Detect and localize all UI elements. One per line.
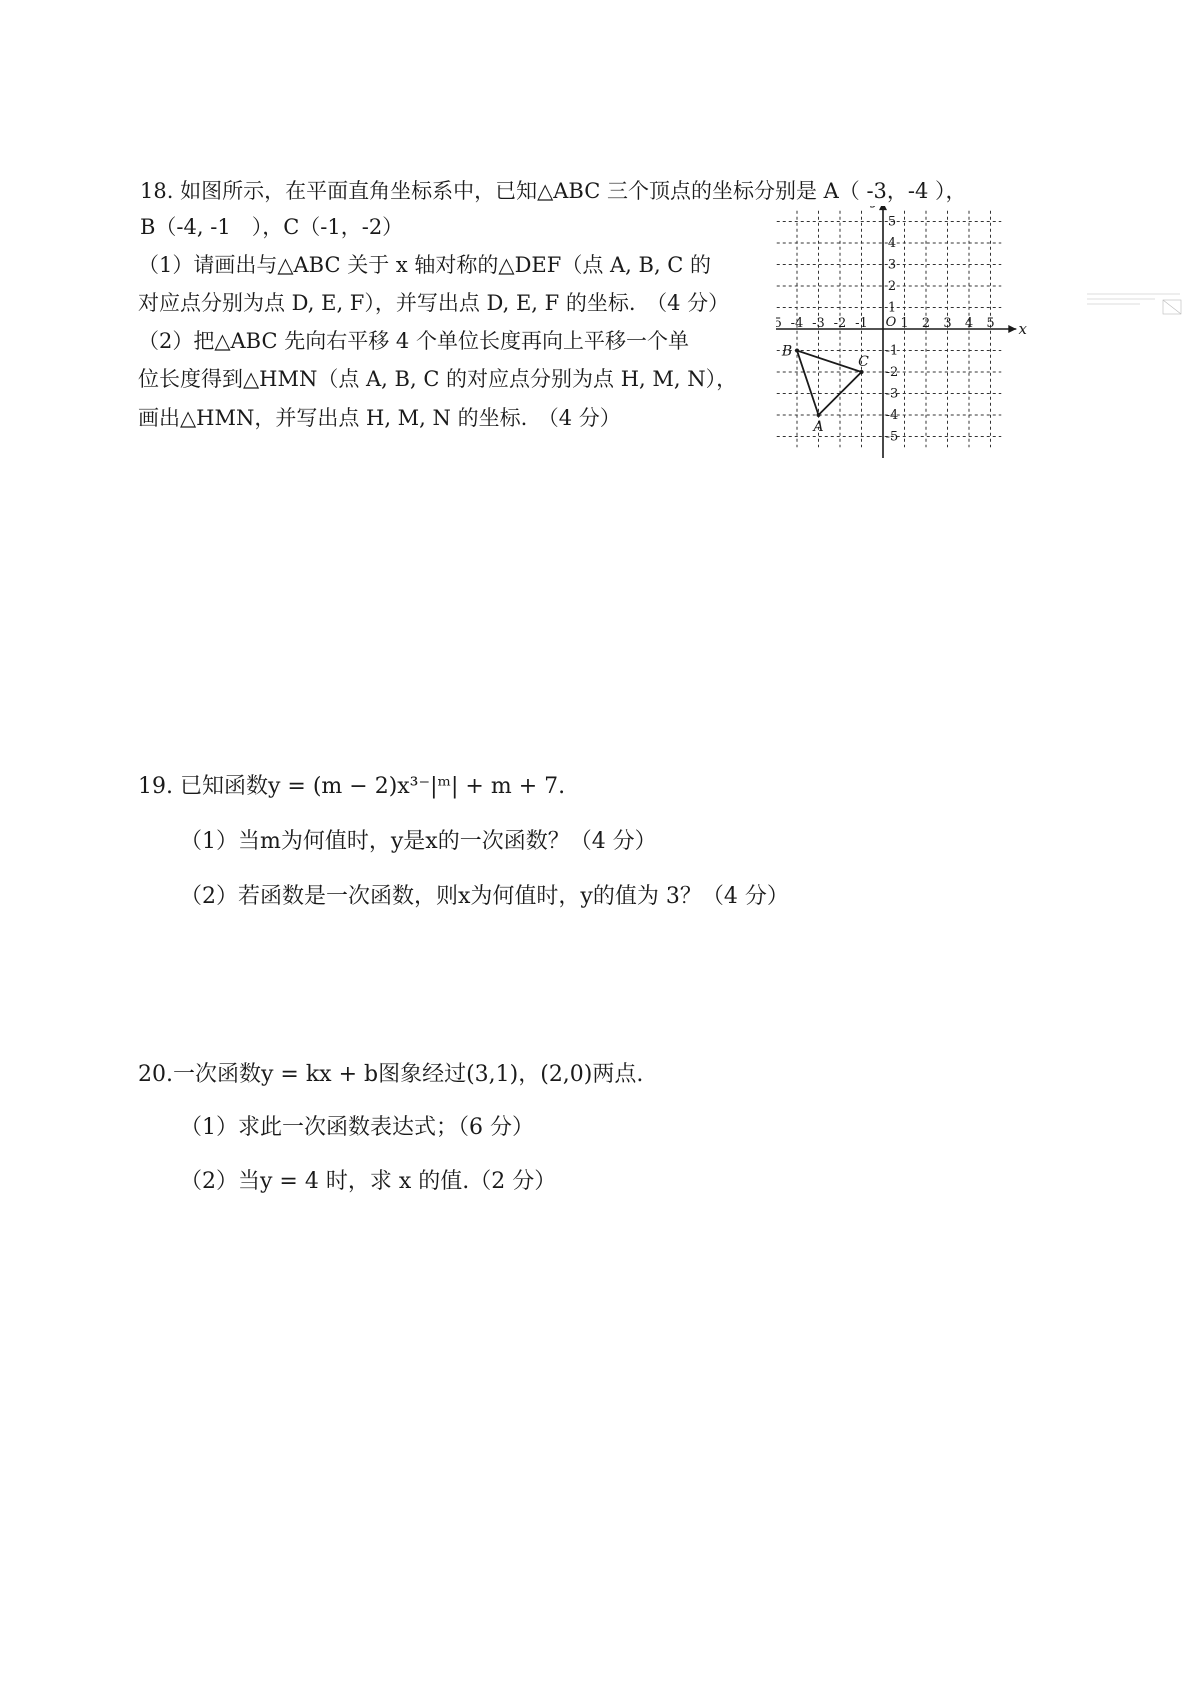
vertex-label-c: C (858, 354, 869, 370)
q18-line-2: B（-4, -1 ），C（-1，-2） (140, 215, 404, 239)
x-tick-label: 5 (776, 316, 782, 331)
q18-line-7: 画出△HMN，并写出点 H, M, N 的坐标. （4 分） (138, 406, 621, 430)
x-axis-arrow (1008, 325, 1016, 333)
coordinate-grid-figure (776, 206, 1051, 471)
x-tick-label: 5 (986, 316, 995, 331)
x-tick-label: -1 (855, 316, 868, 331)
vertex-a (817, 413, 821, 417)
x-tick-label: 2 (921, 316, 931, 331)
vertex-label-b: B (781, 343, 793, 360)
y-tick-label: 4 (887, 236, 897, 251)
q20-line-2: （1）求此一次函数表达式；（6 分） (180, 1115, 534, 1140)
q20-line-3: （2）当y = 4 时，求 x 的值.（2 分） (180, 1169, 557, 1194)
q18-line-6: 位长度得到△HMN（点 A, B, C 的对应点分别为点 H, M, N）， (138, 367, 738, 391)
x-tick-label: 3 (943, 316, 952, 331)
q18-line-4: 对应点分别为点 D, E, F），并写出点 D, E, F 的坐标. （4 分） (138, 291, 730, 315)
q20-line-1: 20.一次函数y = kx + b图象经过(3,1)，(2,0)两点. (138, 1062, 644, 1087)
q19-line-3: （2）若函数是一次函数，则x为何值时，y的值为 3？（4 分） (180, 884, 789, 909)
triangle-abc (797, 351, 862, 416)
scan-artifact (1085, 288, 1185, 328)
x-tick-label: 4 (964, 316, 974, 331)
vertex-label-a: A (813, 419, 824, 435)
x-tick-label: 1 (900, 316, 909, 331)
y-tick-label: -3 (885, 386, 899, 402)
y-tick-label: 2 (887, 279, 897, 294)
q18-line-1: 18. 如图所示，在平面直角坐标系中，已知△ABC 三个顶点的坐标分别是 A（ -3，-4 ）， (140, 179, 967, 203)
y-axis-arrow (879, 206, 887, 210)
q19-line-2: （1）当m为何值时，y是x的一次函数？（4 分） (180, 829, 657, 854)
coordinate-grid (776, 206, 1051, 471)
y-tick-label: -2 (885, 365, 899, 380)
y-tick-label: -4 (885, 408, 899, 423)
vertex-c (860, 370, 864, 374)
x-tick-label: -3 (812, 316, 825, 331)
x-axis-label: x (1018, 320, 1027, 338)
y-tick-label: 5 (887, 214, 897, 230)
q18-line-5: （2）把△ABC 先向右平移 4 个单位长度再向上平移一个单 (138, 329, 689, 353)
y-tick-label: -1 (885, 343, 899, 359)
x-tick-label: -2 (833, 316, 847, 331)
y-tick-label: 1 (887, 300, 897, 316)
vertex-b (795, 349, 799, 353)
y-tick-label: 3 (887, 257, 897, 273)
y-tick-label: -5 (885, 429, 899, 445)
origin-label: O (885, 315, 897, 330)
y-axis-label (870, 206, 880, 208)
x-tick-label: -4 (790, 316, 804, 331)
q18-line-3: （1）请画出与△ABC 关于 x 轴对称的△DEF（点 A, B, C 的 (138, 253, 712, 277)
q19-line-1: 19. 已知函数y = (m − 2)x³⁻|ᵐ| + m + 7. (138, 774, 566, 799)
